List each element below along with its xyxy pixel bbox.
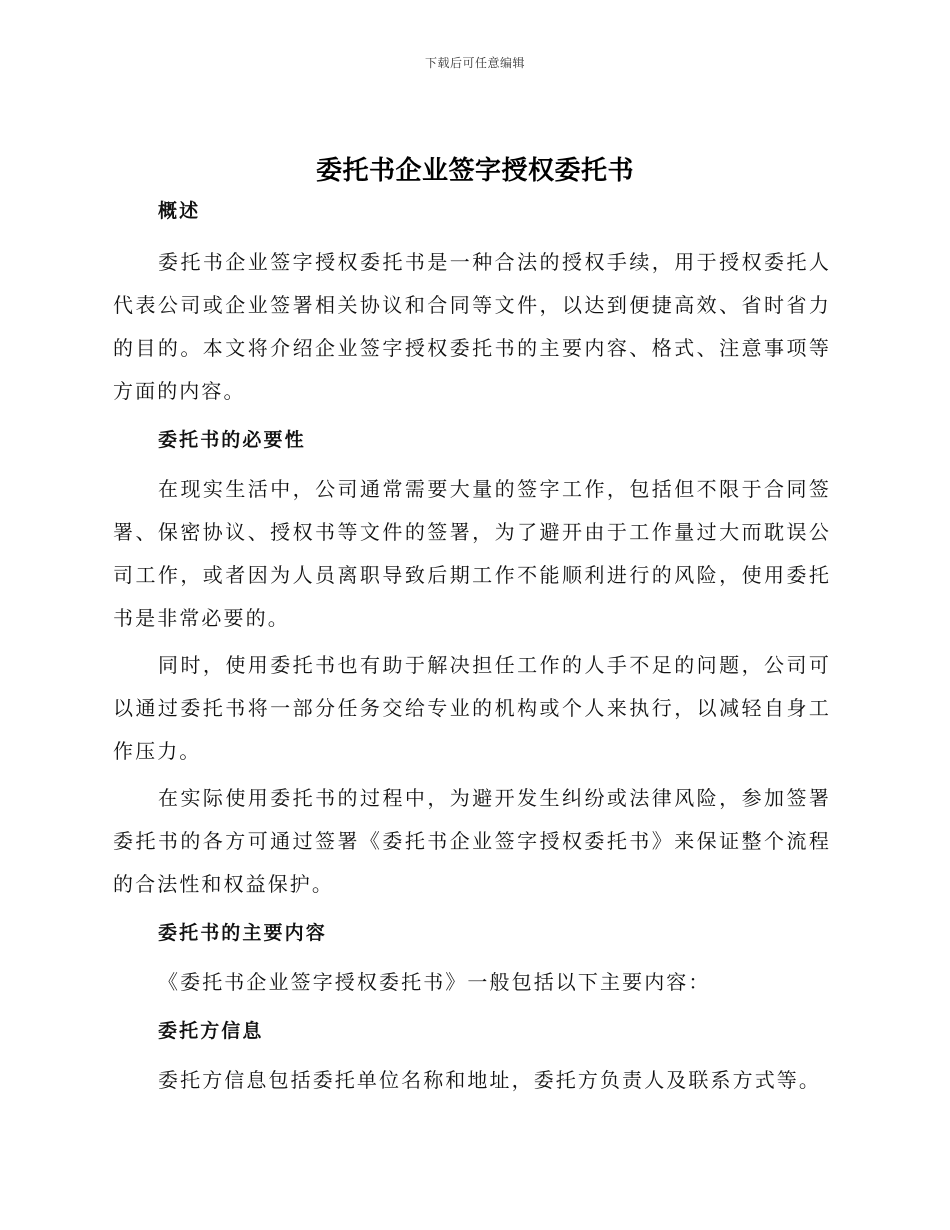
paragraph-necessity-1: 在现实生活中，公司通常需要大量的签字工作，包括但不限于合同签署、保密协议、授权书等文件的签署，为了避开由于工作量过大而耽误公司工作，或者因为人员离职导致后期工作不能顺利进行的风险，使用委托书是非常必要的。 — [113, 477, 831, 630]
section-heading-principal-info: 委托方信息 — [158, 1020, 264, 1042]
document-title: 委托书企业签字授权委托书 — [315, 156, 634, 186]
paragraph-necessity-2: 同时，使用委托书也有助于解决担任工作的人手不足的问题，公司可以通过委托书将一部分任务交给专业的机构或个人来执行，以减轻自身工作压力。 — [113, 653, 831, 763]
section-heading-main-content: 委托书的主要内容 — [158, 922, 327, 944]
paragraph-principal-info: 委托方信息包括委托单位名称和地址，委托方负责人及联系方式等。 — [158, 1068, 821, 1092]
page-header: 下载后可任意编辑 — [424, 56, 525, 70]
section-heading-necessity: 委托书的必要性 — [158, 429, 306, 451]
document-body — [113, 190, 831, 1102]
paragraph-main-content: 《委托书企业签字授权委托书》一般包括以下主要内容： — [158, 970, 711, 994]
paragraph-necessity-3: 在实际使用委托书的过程中，为避开发生纠纷或法律风险，参加签署委托书的各方可通过签署《委托书企业签字授权委托书》来保证整个流程的合法性和权益保护。 — [113, 786, 831, 896]
paragraph-overview: 委托书企业签字授权委托书是一种合法的授权手续，用于授权委托人代表公司或企业签署相关协议和合同等文件，以达到便捷高效、省时省力的目的。本文将介绍企业签字授权委托书的主要内容、格式、注意事项等方面的内容。 — [113, 250, 831, 403]
section-heading-overview: 概述 — [158, 200, 201, 222]
